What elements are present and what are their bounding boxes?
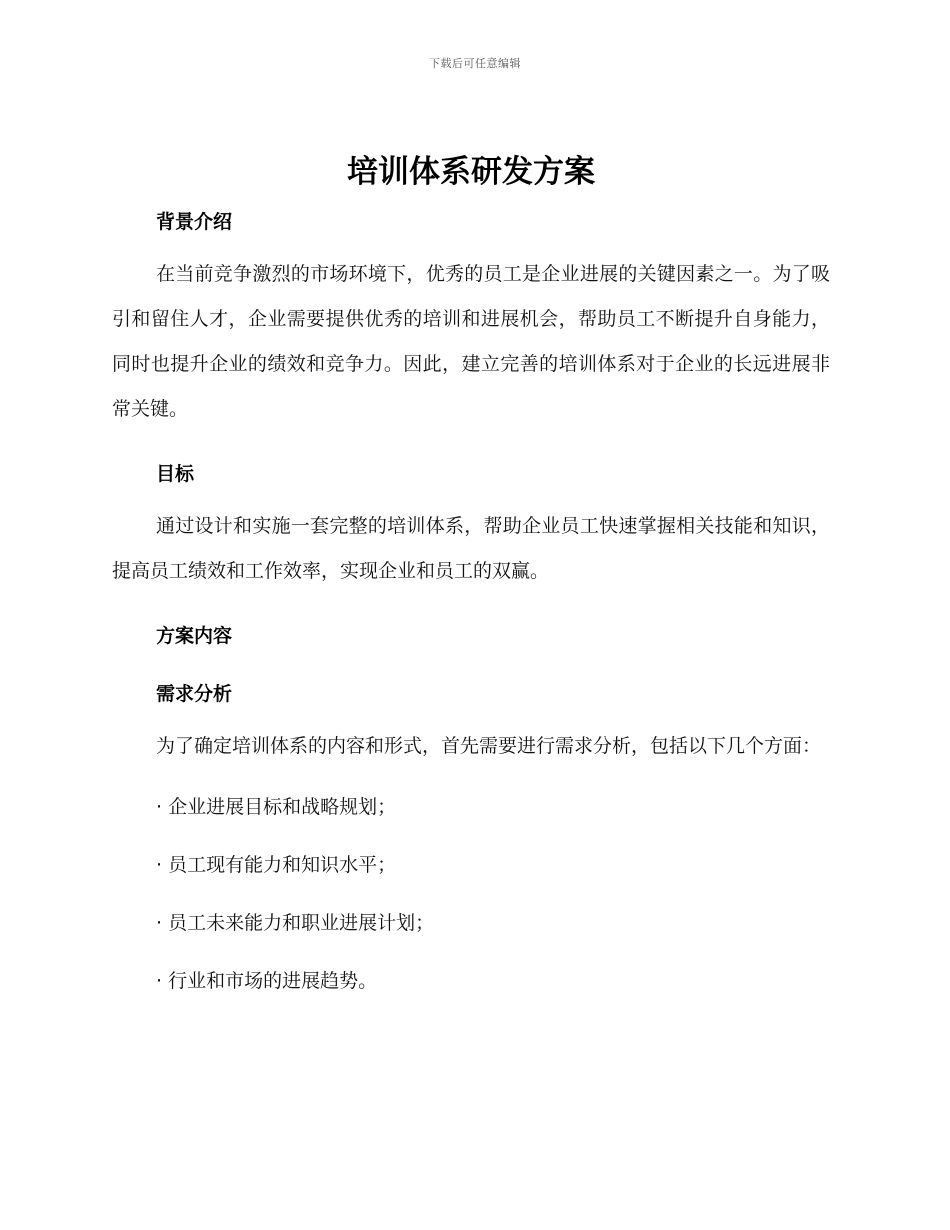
- document-content: [112, 150, 830, 997]
- spacer: [112, 939, 830, 965]
- spacer: [112, 881, 830, 907]
- section-heading-plan: 方案内容: [156, 625, 233, 647]
- spacer: [112, 594, 830, 620]
- section-heading-background: 背景介绍: [156, 211, 233, 233]
- spacer: [112, 432, 830, 458]
- section-heading-needs: 需求分析: [156, 683, 233, 705]
- list-item: · 员工未来能力和职业进展计划；: [156, 912, 435, 934]
- spacer: [112, 823, 830, 849]
- list-item: · 行业和市场的进展趋势。: [156, 970, 378, 992]
- background-paragraph: 在当前竞争激烈的市场环境下，优秀的员工是企业进展的关键因素之一。为了吸引和留住人才，企业需要提供优秀的培训和进展机会，帮助员工不断提升自身能力，同时也提升企业的绩效和竞争力。因此，建立完善的培训体系对于企业的长远进展非常关键。: [112, 263, 830, 420]
- list-item: · 员工现有能力和知识水平；: [156, 854, 397, 876]
- document-title: 培训体系研发方案: [347, 154, 595, 190]
- goal-paragraph: 通过设计和实施一套完整的培训体系，帮助企业员工快速掌握相关技能和知识，提高员工绩效和工作效率，实现企业和员工的双赢。: [112, 515, 830, 582]
- spacer: [112, 769, 830, 791]
- spacer: [112, 652, 830, 678]
- list-item: · 企业进展目标和战略规划；: [156, 796, 397, 818]
- spacer: [112, 710, 830, 724]
- needs-paragraph: 为了确定培训体系的内容和形式，首先需要进行需求分析，包括以下几个方面：: [156, 735, 822, 757]
- spacer: [112, 490, 830, 504]
- spacer: [112, 238, 830, 252]
- section-heading-goal: 目标: [156, 463, 195, 485]
- page-header-note: 下载后可任意编辑: [429, 57, 521, 70]
